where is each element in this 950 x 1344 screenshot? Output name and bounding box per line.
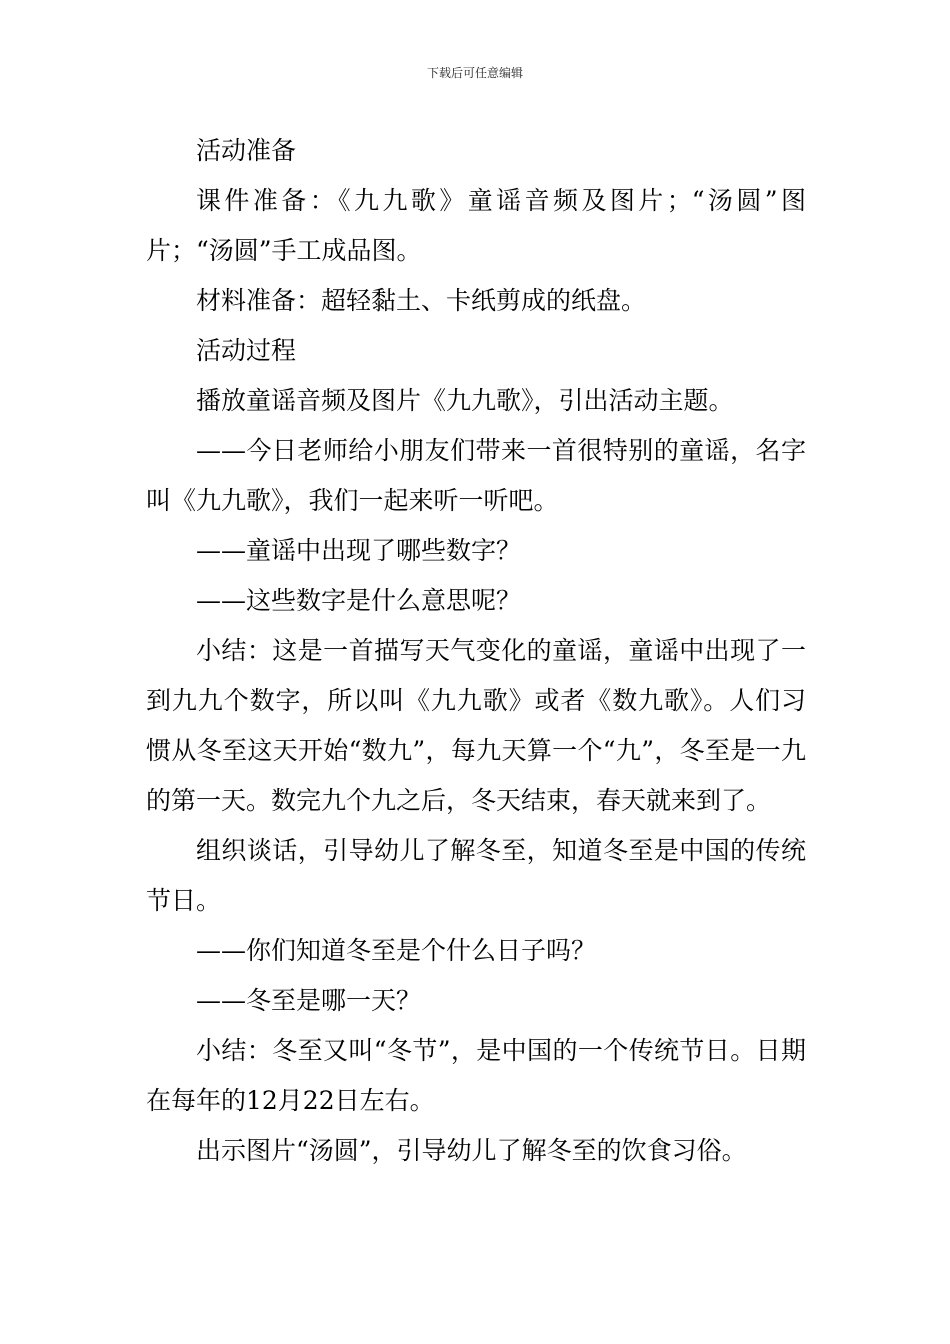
paragraph-question-meaning: ——这些数字是什么意思呢？ xyxy=(196,586,522,615)
paragraph-organize-talk: 组织谈话，引导幼儿了解冬至，知道冬至是中国的传统节日。 xyxy=(146,836,806,915)
paragraph-material-preparation: 材料准备：超轻黏土、卡纸剪成的纸盘。 xyxy=(196,286,647,315)
paragraph-courseware-preparation: 课件准备：《九九歌》童谣音频及图片；“汤圆”图片；“汤圆”手工成品图。 xyxy=(146,186,806,265)
section-heading-process: 活动过程 xyxy=(196,336,297,365)
paragraph-play-song: 播放童谣音频及图片《九九歌》，引出活动主题。 xyxy=(196,386,734,415)
paragraph-summary-song: 小结：这是一首描写天气变化的童谣，童谣中出现了一到九九个数字，所以叫《九九歌》或者《数九歌》。人们习惯从冬至这天开始“数九”，每九天算一个“九”，冬至是一九的第一天。数完九个九之后，冬天结束，春天就来到了。 xyxy=(146,636,806,815)
paragraph-summary-winter-solstice: 小结：冬至又叫“冬节”，是中国的一个传统节日。日期在每年的12月22日左右。 xyxy=(146,1036,806,1115)
page-header-note: 下载后可任意编辑 xyxy=(426,66,523,80)
paragraph-question-which-day: ——冬至是哪一天？ xyxy=(196,986,422,1015)
section-heading-preparation: 活动准备 xyxy=(196,136,297,165)
paragraph-question-numbers: ——童谣中出现了哪些数字？ xyxy=(196,536,522,565)
document-body xyxy=(146,126,806,1176)
paragraph-teacher-intro: ——今日老师给小朋友们带来一首很特别的童谣，名字叫《九九歌》，我们一起来听一听吧。 xyxy=(146,436,806,515)
paragraph-show-tangyuan: 出示图片“汤圆”，引导幼儿了解冬至的饮食习俗。 xyxy=(196,1136,747,1165)
paragraph-question-what-day: ——你们知道冬至是个什么日子吗？ xyxy=(196,936,597,965)
